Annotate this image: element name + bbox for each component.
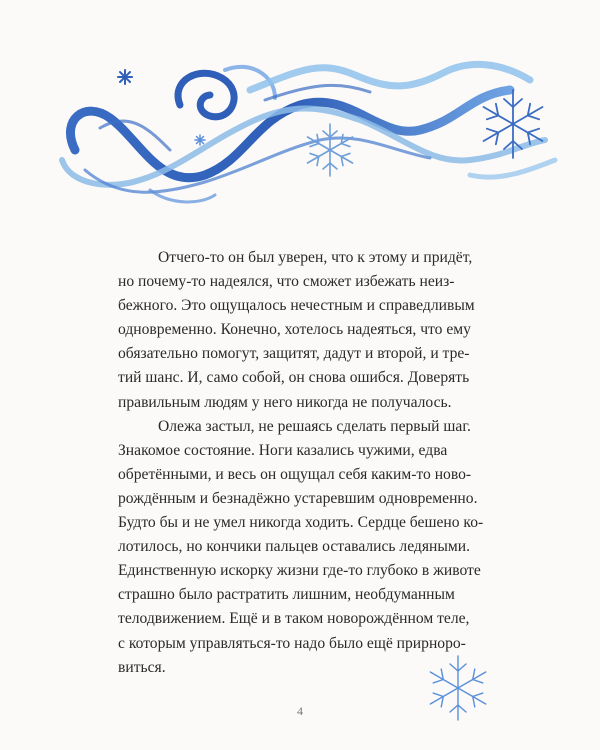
text-line: обретёнными, и весь он ощущал себя каким-то ново- — [118, 465, 472, 483]
page-text — [118, 246, 492, 680]
text-line: рождённым и безнадёжно устаревшим одновременно. — [118, 489, 478, 507]
text-line: одновременно. Конечно, хотелось надеяться, что ему — [118, 321, 471, 339]
text-line: лотилось, но кончики пальцев оставались ледяными. — [118, 538, 470, 556]
text-line: обязательно помогут, защитят, дадут и второй, и тре- — [118, 345, 470, 363]
text-line: Знакомое состояние. Ноги казались чужими, едва — [118, 441, 448, 459]
star-icon — [118, 70, 132, 84]
wave-strokes — [62, 64, 555, 202]
text-line: но почему-то надеялся, что сможет избежать неиз- — [118, 273, 455, 291]
page-number: 4 — [297, 704, 303, 718]
star-icon — [195, 135, 205, 145]
text-line: Единственную искорку жизни где-то глубоко в животе — [118, 562, 481, 580]
text-line: виться. — [118, 658, 166, 676]
text-line: бежного. Это ощущалось нечестным и справедливым — [118, 297, 475, 315]
snow-swirl-ornament — [0, 0, 600, 230]
text-line: Олежа застыл, не решаясь сделать первый шаг. — [158, 417, 471, 435]
text-line: Будто бы и не умел никогда ходить. Сердце бешено ко- — [118, 514, 484, 532]
text-line: с которым управляться-то надо было ещё прирноро- — [118, 634, 466, 652]
text-line: правильным людям у него никогда не получалось. — [118, 393, 452, 411]
text-line: страшно было растратить лишним, необдуманным — [118, 586, 455, 604]
text-line: телодвижением. Ещё и в таком новорождённом теле, — [118, 610, 470, 628]
text-line: Отчего-то он был уверен, что к этому и придёт, — [158, 249, 473, 266]
snowflake-icon — [479, 90, 547, 158]
snowflake-icon — [304, 124, 356, 176]
text-line: тий шанс. И, само собой, он снова ошибся. Доверять — [118, 369, 470, 387]
